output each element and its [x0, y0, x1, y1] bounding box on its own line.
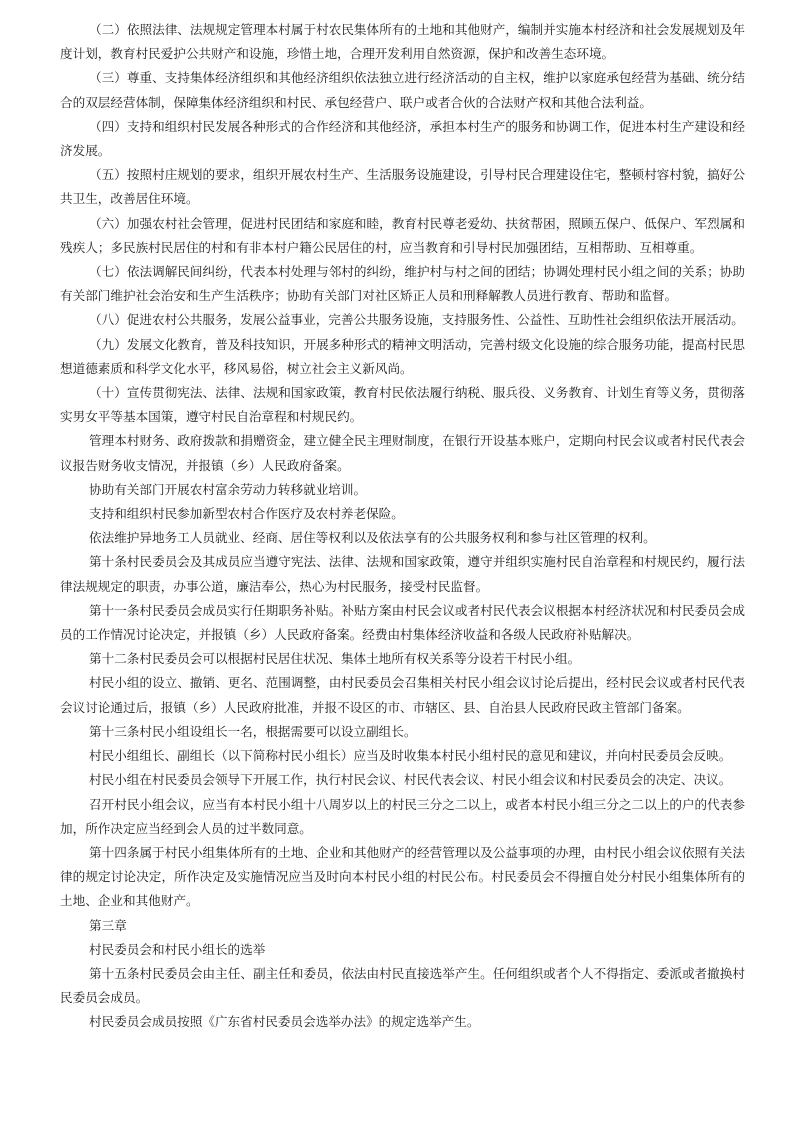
paragraph-item-10: （十）宣传贯彻宪法、法律、法规和国家政策，教育村民依法履行纳税、服兵役、义务教育、计划生育等义务，贯彻落实男女平等基本国策，遵守村民自治章程和村规民约。: [60, 385, 745, 425]
paragraph-insurance: 支持和组织村民参加新型农村合作医疗及农村养老保险。: [89, 506, 404, 522]
article-14: 第十四条属于村民小组集体所有的土地、企业和其他财产的经营管理以及公益事项的办理，由村民小组会议依照有关法律的规定讨论决定，所作决定及实施情况应当及时向本村民小组的村民公布。村民委员会不得擅自处分村民小组集体所有的土地、企业和其他财产。: [60, 844, 745, 909]
paragraph-item-3: （三）尊重、支持集体经济组织和其他经济组织依法独立进行经济活动的自主权，维护以家庭承包经营为基础、统分结合的双层经营体制，保障集体经济组织和村民、承包经营户、联户或者合伙的合法财产权和其他合法利益。: [60, 70, 745, 110]
article-11: 第十一条村民委员会成员实行任期职务补贴。补贴方案由村民会议或者村民代表会议根据本村经济状况和村民委员会成员的工作情况讨论决定，并报镇（乡）人民政府备案。经费由村集体经济收益和各级人民政府补贴解决。: [60, 602, 745, 643]
paragraph-election-rules: 村民委员会成员按照《广东省村民委员会选举办法》的规定选举产生。: [89, 1014, 480, 1030]
article-10: 第十条村民委员会及其成员应当遵守宪法、法律、法规和国家政策，遵守并组织实施村民自治章程和村规民约，履行法律法规规定的职责，办事公道，廉洁奉公，热心为村民服务，接受村民监督。: [60, 554, 745, 594]
paragraph-item-2: （二）依照法律、法规规定管理本村属于村农民集体所有的土地和其他财产，编制并实施本村经济和社会发展规划及年度计划，教育村民爱护公共财产和设施，珍惜土地，合理开发利用自然资源，保护和改善生态环境。: [60, 22, 745, 62]
chapter-title: 村民委员会和村民小组长的选举: [89, 941, 266, 957]
paragraph-group-meeting: 召开村民小组会议，应当有本村民小组十八周岁以上的村民三分之二以上，或者本村民小组三分之二以上的户的代表参加，所作决定应当经到会人员的过半数同意。: [60, 796, 745, 836]
paragraph-item-4: （四）支持和组织村民发展各种形式的合作经济和其他经济，承担本村生产的服务和协调工作，促进本村生产建设和经济发展。: [60, 118, 745, 159]
paragraph-item-9: （九）发展文化教育，普及科技知识，开展多种形式的精神文明活动，完善村级文化设施的综合服务功能，提高村民思想道德素质和科学文化水平，移风易俗，树立社会主义新风尚。: [60, 336, 745, 376]
article-13: 第十三条村民小组设组长一名，根据需要可以设立副组长。: [89, 723, 417, 739]
paragraph-group-changes: 村民小组的设立、撤销、更名、范围调整，由村民委员会召集相关村民小组会议讨论后提出，经村民会议或者村民代表会议讨论通过后，报镇（乡）人民政府批准，并报不设区的市、市辖区、县、自治县人民政府民政主管部门备案。: [60, 675, 745, 715]
article-15: 第十五条村民委员会由主任、副主任和委员，依法由村民直接选举产生。任何组织或者个人不得指定、委派或者撤换村民委员会成员。: [60, 965, 745, 1006]
paragraph-group-leader-duty: 村民小组组长、副组长（以下简称村民小组长）应当及时收集本村民小组村民的意见和建议，并向村民委员会反映。: [89, 748, 732, 764]
paragraph-item-6: （六）加强农村社会管理，促进村民团结和家庭和睦，教育村民尊老爱幼、扶贫帮困，照顾五保户、低保户、军烈属和残疾人；多民族村民居住的村和有非本村户籍公民居住的村，应当教育和引导村民加强团结，互相帮助、互相尊重。: [60, 215, 745, 255]
paragraph-item-5: （五）按照村庄规划的要求，组织开展农村生产、生活服务设施建设，引导村民合理建设住宅，整顿村容村貌，搞好公共卫生，改善居住环境。: [60, 167, 745, 207]
paragraph-migrant-rights: 依法维护异地务工人员就业、经商、居住等权利以及依法享有的公共服务权利和参与社区管理的权利。: [89, 530, 656, 546]
document-page: [60, 18, 745, 1035]
chapter-heading: 第三章: [89, 917, 127, 933]
paragraph-training: 协助有关部门开展农村富余劳动力转移就业培训。: [89, 481, 367, 497]
article-12: 第十二条村民委员会可以根据村民居住状况、集体土地所有权关系等分设若干村民小组。: [89, 651, 581, 667]
paragraph-item-7: （七）依法调解民间纠纷，代表本村处理与邻村的纠纷，维护村与村之间的团结；协调处理村民小组之间的关系；协助有关部门维护社会治安和生产生活秩序；协助有关部门对社区矫正人员和刑释解教人员进行教育、帮助和监督。: [60, 264, 745, 304]
paragraph-item-8: （八）促进农村公共服务，发展公益事业，完善公共服务设施，支持服务性、公益性、互助性社会组织依法开展活动。: [89, 312, 744, 328]
paragraph-group-work: 村民小组在村民委员会领导下开展工作，执行村民会议、村民代表会议、村民小组会议和村民委员会的决定、决议。: [89, 772, 732, 788]
paragraph-finance: 管理本村财务、政府拨款和捐赠资金，建立健全民主理财制度，在银行开设基本账户，定期向村民会议或者村民代表会议报告财务收支情况，并报镇（乡）人民政府备案。: [60, 433, 745, 473]
